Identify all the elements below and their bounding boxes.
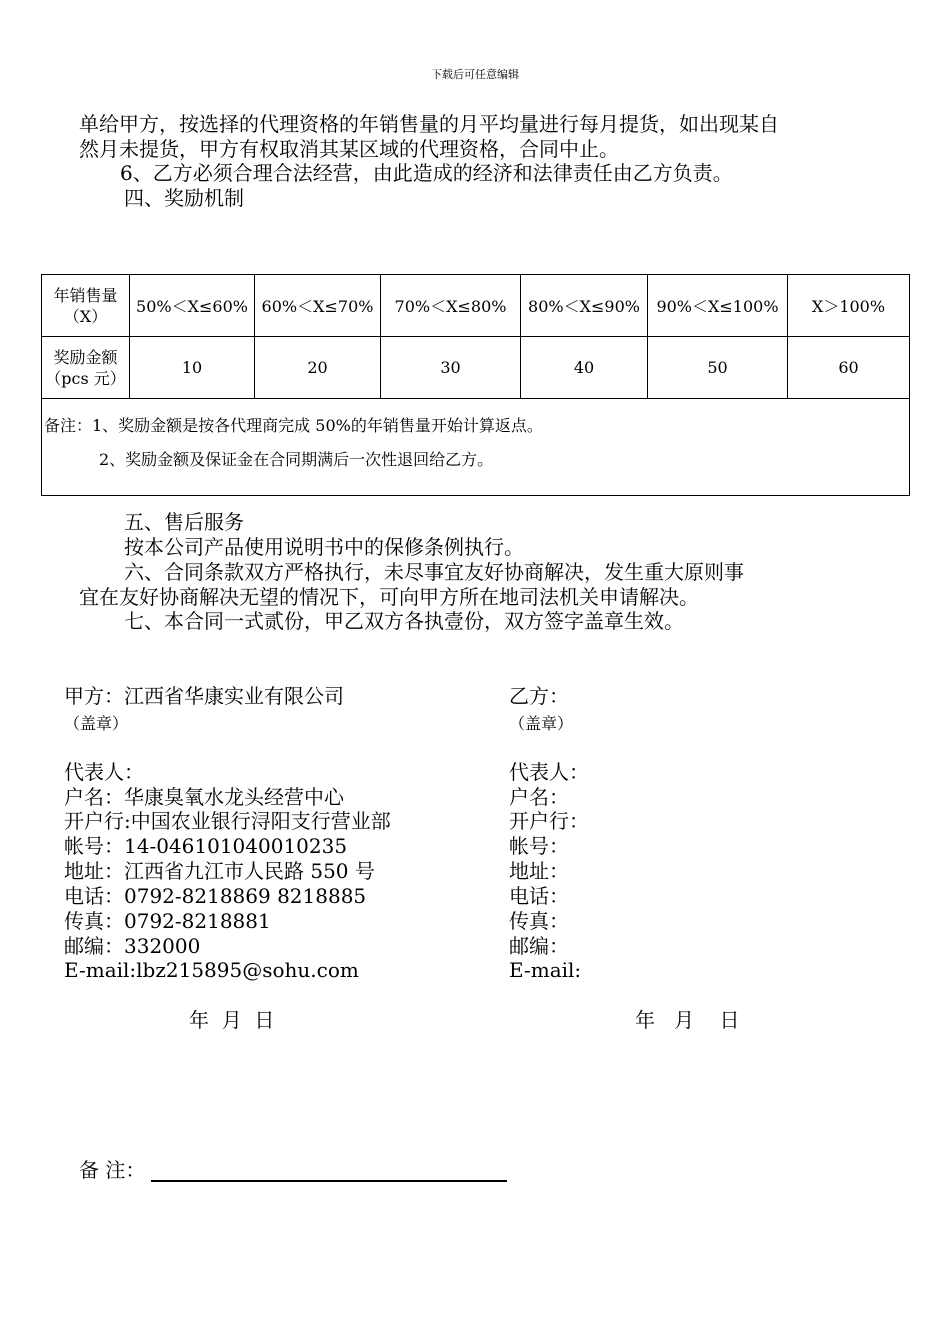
clause-6-line-2: 宜在友好协商解决无望的情况下，可向甲方所在地司法机关申请解决。 xyxy=(79,585,699,609)
reward-table xyxy=(41,274,910,496)
party-b-postcode: 邮编： xyxy=(509,934,569,958)
party-a-fax: 传真：0792-8218881 xyxy=(64,909,271,933)
table-row xyxy=(42,399,910,496)
body-line-1: 单给甲方，按选择的代理资格的年销售量的月平均量进行每月提货，如出现某自 xyxy=(79,112,779,136)
range-cell: X＞100% xyxy=(788,275,910,337)
body-line-2: 然月未提货，甲方有权取消其某区域的代理资格，合同中止。 xyxy=(79,137,619,161)
party-b-account-name: 户名： xyxy=(509,785,569,809)
party-b-title: 乙方： xyxy=(509,684,569,708)
section-4-heading: 四、奖励机制 xyxy=(124,186,244,210)
party-b-email: E-mail: xyxy=(509,958,582,982)
annual-sales-header: 年销售量 （X） xyxy=(42,275,130,337)
range-cell: 90%＜X≤100% xyxy=(648,275,788,337)
amount-cell: 30 xyxy=(381,337,521,399)
remark-line xyxy=(151,1180,507,1182)
note-2: 2、奖励金额及保证金在合同期满后一次性退回给乙方。 xyxy=(99,450,494,469)
range-cell: 50%＜X≤60% xyxy=(130,275,255,337)
reward-amount-header: 奖励金额 （pcs 元） xyxy=(42,337,130,399)
amount-cell: 10 xyxy=(130,337,255,399)
clause-6: 6、乙方必须合理合法经营，由此造成的经济和法律责任由乙方负责。 xyxy=(120,161,733,185)
party-a-title: 甲方：江西省华康实业有限公司 xyxy=(64,684,344,708)
party-b-seal: （盖章） xyxy=(509,714,574,733)
service-text: 按本公司产品使用说明书中的保修条例执行。 xyxy=(124,535,524,559)
amount-cell: 40 xyxy=(521,337,648,399)
table-row xyxy=(42,337,910,399)
party-a-postcode: 邮编：332000 xyxy=(64,934,201,958)
party-a-account-name: 户名：华康臭氧水龙头经营中心 xyxy=(64,785,344,809)
amount-cell: 20 xyxy=(255,337,381,399)
table-notes xyxy=(42,399,910,496)
party-a-seal: （盖章） xyxy=(64,714,129,733)
party-a-representative: 代表人： xyxy=(64,760,144,784)
clause-7: 七、本合同一式贰份，甲乙双方各执壹份，双方签字盖章生效。 xyxy=(124,609,684,633)
party-b-date: 年 月 日 xyxy=(635,1008,740,1032)
amount-cell: 60 xyxy=(788,337,910,399)
party-a-email: E-mail:lbz215895@sohu.com xyxy=(64,958,359,982)
party-a-address: 地址：江西省九江市人民路 550 号 xyxy=(64,859,375,883)
party-a-phone: 电话：0792-8218869 8218885 xyxy=(64,884,367,908)
range-cell: 80%＜X≤90% xyxy=(521,275,648,337)
section-5-heading: 五、售后服务 xyxy=(124,510,244,534)
party-a-account-number: 帐号：14-046101040010235 xyxy=(64,834,348,858)
party-a-date: 年 月 日 xyxy=(189,1008,275,1032)
party-b-fax: 传真： xyxy=(509,909,569,933)
remark-label: 备 注： xyxy=(79,1158,146,1182)
range-cell: 70%＜X≤80% xyxy=(381,275,521,337)
amount-cell: 50 xyxy=(648,337,788,399)
party-b-bank: 开户行： xyxy=(509,809,589,833)
party-b-representative: 代表人： xyxy=(509,760,589,784)
party-b-address: 地址： xyxy=(509,859,569,883)
range-cell: 60%＜X≤70% xyxy=(255,275,381,337)
clause-6-line-1: 六、合同条款双方严格执行，未尽事宜友好协商解决，发生重大原则事 xyxy=(124,560,744,584)
page-header: 下载后可任意编辑 xyxy=(431,68,519,81)
note-1: 备注：1、奖励金额是按各代理商完成 50%的年销售量开始计算返点。 xyxy=(44,416,543,435)
party-b-account-number: 帐号： xyxy=(509,834,569,858)
party-a-bank: 开户行:中国农业银行浔阳支行营业部 xyxy=(64,809,391,833)
party-b-phone: 电话： xyxy=(509,884,569,908)
table-row xyxy=(42,275,910,337)
